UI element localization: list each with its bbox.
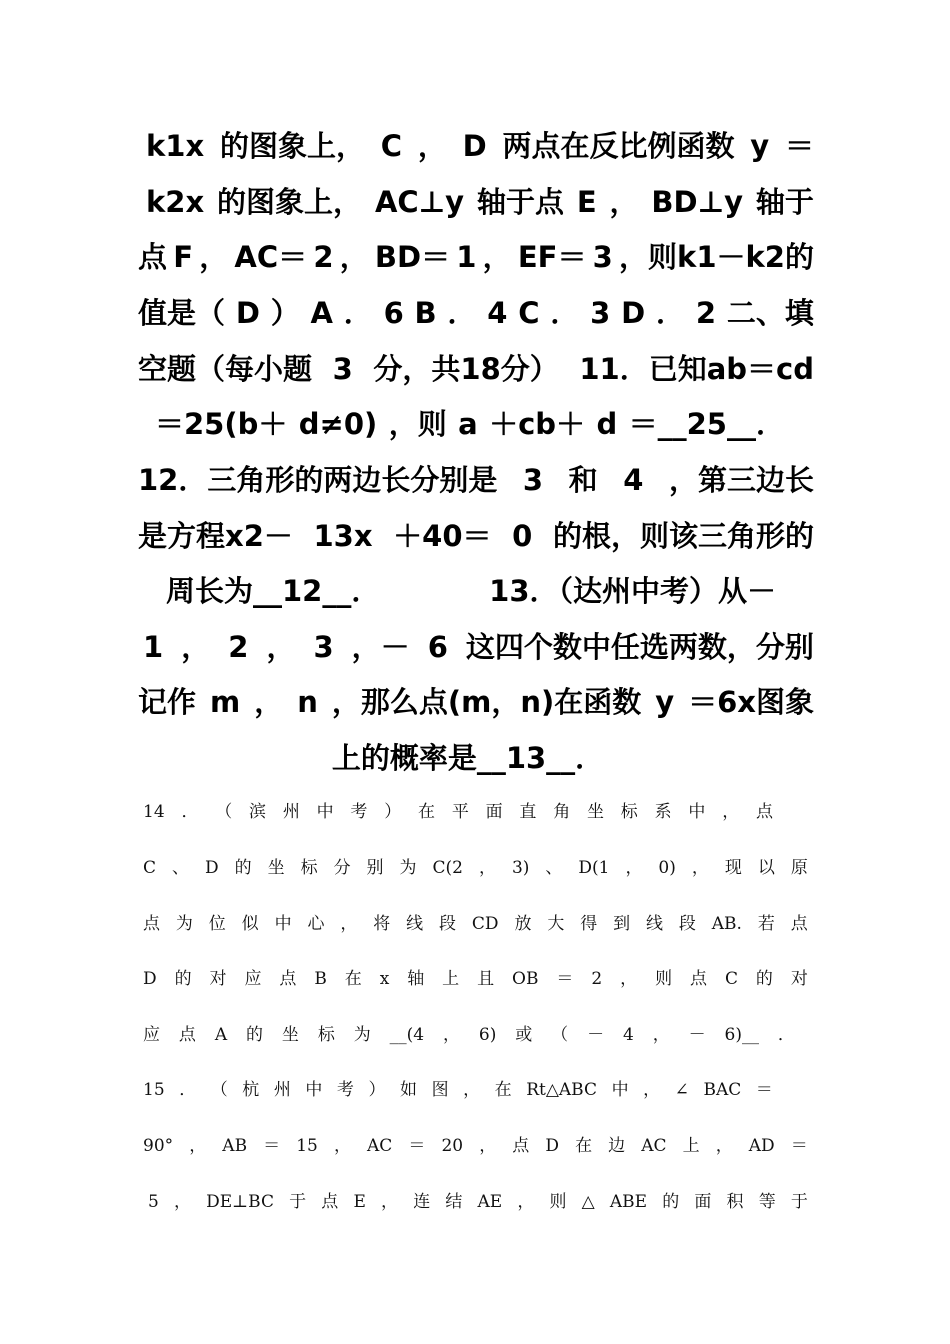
text-token: 、: [172, 858, 189, 878]
text-token: 12．三角形的两边长分别是: [138, 463, 498, 497]
text-token: （: [215, 802, 233, 822]
text-token: 点: [138, 240, 168, 274]
text-token: 为: [353, 1025, 371, 1045]
text-token: －: [587, 1025, 605, 1045]
text-token: 分: [333, 858, 351, 878]
text-token: 3): [511, 858, 530, 878]
text-line-10: [143, 622, 814, 672]
text-token: C: [143, 858, 157, 878]
text-token: n: [297, 685, 318, 719]
text-token: ，: [715, 1136, 733, 1156]
small-line-8: [148, 1187, 808, 1217]
text-token: 在: [575, 1136, 593, 1156]
text-token: ，: [652, 1025, 670, 1045]
text-token: ，: [254, 685, 284, 719]
text-token: 二、填: [726, 296, 814, 330]
text-token: 连: [413, 1192, 431, 1212]
text-token: 在: [344, 969, 362, 989]
text-line-3: [138, 232, 814, 282]
text-token: 坐: [267, 858, 285, 878]
text-token: BD⊥y: [651, 185, 744, 219]
text-token: ＝: [263, 1136, 281, 1156]
text-token: ＝6x图象: [688, 685, 814, 719]
text-token: 为: [399, 858, 417, 878]
text-token: 原: [790, 858, 808, 878]
text-token: 4: [622, 1025, 634, 1045]
text-line-12: 上的概率是__13__．: [331, 741, 605, 775]
text-token: ＝: [408, 1136, 426, 1156]
text-token: AC⊥y: [374, 185, 465, 219]
text-token: ，: [339, 240, 369, 274]
text-token: 中: [688, 802, 706, 822]
text-token: 面: [694, 1192, 712, 1212]
text-token: EF＝: [517, 240, 587, 274]
small-line-6: [143, 1075, 773, 1105]
text-token: －: [688, 1025, 706, 1045]
text-token: 90°: [143, 1136, 174, 1156]
text-token: AC: [641, 1136, 667, 1156]
text-token: ，: [181, 630, 211, 664]
text-token: ，: [189, 1136, 207, 1156]
text-token: ．: [343, 296, 373, 330]
text-line-7: [138, 455, 814, 505]
text-token: 标: [300, 858, 318, 878]
text-token: ∠: [674, 1080, 689, 1100]
text-token: ，: [625, 858, 643, 878]
text-token: ＋cb＋: [489, 407, 586, 441]
text-token: 若: [757, 914, 775, 934]
text-token: 直: [519, 802, 537, 822]
text-token: 到: [613, 914, 631, 934]
text-token: 15: [296, 1136, 318, 1156]
text-token: ABE: [609, 1192, 648, 1212]
text-token: 积: [726, 1192, 744, 1212]
text-token: ＝: [784, 129, 814, 163]
text-token: x: [379, 969, 390, 989]
text-token: D: [462, 129, 487, 163]
text-token: 点: [755, 802, 773, 822]
text-token: 0): [658, 858, 676, 878]
text-token: 应: [244, 969, 262, 989]
text-token: D: [204, 858, 219, 878]
text-token: 如: [400, 1080, 418, 1100]
text-token: ，: [643, 1080, 661, 1100]
text-token: 面: [485, 802, 503, 822]
text-token: ，则k1－k2的: [619, 240, 814, 274]
text-token: 记作: [138, 685, 197, 719]
text-token: 滨: [249, 802, 267, 822]
text-token: 点: [512, 1136, 530, 1156]
text-token: 2: [313, 240, 334, 274]
text-token: 图: [431, 1080, 449, 1100]
text-token: ＋40＝: [393, 519, 492, 553]
text-token: B: [314, 969, 327, 989]
text-token: 点: [790, 914, 808, 934]
text-token: y: [750, 129, 770, 163]
text-token: 点: [321, 1192, 339, 1212]
text-token: 线: [406, 914, 424, 934]
text-line-11: [138, 677, 814, 727]
text-token: CD: [471, 914, 499, 934]
text-token: 13．（达州中考）从－: [489, 574, 776, 608]
text-token: 0: [512, 519, 533, 553]
text-token: 对: [790, 969, 808, 989]
text-token: 角: [553, 802, 571, 822]
text-token: 坐: [281, 1025, 299, 1045]
text-token: ，: [381, 1192, 399, 1212]
text-token: 这四个数中任选两数，分别: [465, 630, 814, 664]
text-line-4: [138, 288, 814, 338]
text-token: 则: [549, 1192, 567, 1212]
text-token: ．: [181, 802, 199, 822]
text-token: 的: [246, 1025, 263, 1045]
text-token: 20: [441, 1136, 464, 1156]
text-token: 放: [514, 914, 532, 934]
text-token: ＝__25__．: [628, 407, 785, 441]
text-token: d: [596, 407, 618, 441]
text-token: 2: [591, 969, 603, 989]
text-token: ，: [691, 858, 709, 878]
text-token: ，－: [351, 630, 410, 664]
text-token: AB.: [711, 914, 742, 934]
text-token: OB: [512, 969, 539, 989]
text-token: 对: [209, 969, 227, 989]
text-line-8: [138, 511, 814, 561]
text-token: D(1: [578, 858, 610, 878]
text-token: 和: [568, 463, 598, 497]
text-token: 2: [695, 296, 717, 330]
text-token: ，: [722, 802, 740, 822]
text-token: 3: [313, 630, 334, 664]
text-token: 值是（: [138, 296, 226, 330]
text-token: 标: [317, 1025, 335, 1045]
text-token: ＝: [790, 1136, 808, 1156]
text-token: 2: [228, 630, 249, 664]
text-token: 的: [755, 969, 773, 989]
text-token: 大: [547, 914, 565, 934]
text-token: 6): [478, 1025, 497, 1045]
text-token: BAC: [703, 1080, 742, 1100]
text-token: y: [655, 685, 675, 719]
text-token: 似: [241, 914, 259, 934]
text-token: A: [214, 1025, 228, 1045]
text-token: 分，共18分）: [373, 352, 559, 386]
text-token: ．: [777, 1025, 795, 1045]
text-token: 3: [590, 296, 611, 330]
text-token: AB: [222, 1136, 248, 1156]
text-token: ，: [333, 1136, 351, 1156]
text-token: Rt△ABC: [526, 1080, 598, 1100]
text-token: ，: [478, 858, 496, 878]
text-token: ＝: [556, 969, 574, 989]
text-token: 4: [487, 296, 508, 330]
small-line-2: [143, 853, 808, 883]
text-token: 的: [174, 969, 192, 989]
text-token: 的图象上，: [217, 185, 363, 219]
text-token: 系: [654, 802, 672, 822]
text-token: 是方程x2－: [138, 519, 293, 553]
text-token: 于: [790, 1192, 808, 1212]
text-token: F: [173, 240, 194, 274]
small-line-1: [143, 797, 773, 827]
text-token: AC＝: [234, 240, 308, 274]
text-token: 边: [608, 1136, 626, 1156]
text-token: 的: [234, 858, 252, 878]
text-token: D: [621, 296, 646, 330]
text-token: AD: [748, 1136, 775, 1156]
text-token: C: [518, 296, 540, 330]
text-token: 标: [620, 802, 638, 822]
text-token: 坐: [587, 802, 604, 822]
small-line-4: [143, 964, 808, 994]
text-token: 考: [336, 1080, 354, 1100]
text-token: d≠0): [298, 407, 378, 441]
text-token: 结: [445, 1192, 463, 1212]
text-token: m: [210, 685, 241, 719]
text-token: ．: [656, 296, 686, 330]
text-token: 位: [208, 914, 226, 934]
text-token: 点: [279, 969, 297, 989]
text-token: （: [210, 1080, 228, 1100]
text-token: ，: [517, 1192, 535, 1212]
text-token: BD＝: [374, 240, 451, 274]
text-token: 中: [305, 1080, 323, 1100]
text-token: 13x: [313, 519, 373, 553]
text-token: ）: [270, 296, 300, 330]
text-line-9: [166, 566, 776, 616]
text-token: 得: [580, 914, 598, 934]
text-token: 点: [178, 1025, 196, 1045]
text-token: ，: [173, 1192, 191, 1212]
text-token: AC: [367, 1136, 393, 1156]
text-token: ，: [442, 1025, 460, 1045]
text-token: （: [551, 1025, 569, 1045]
text-token: 14: [143, 802, 165, 822]
text-token: 中: [611, 1080, 629, 1100]
text-token: 为: [175, 914, 193, 934]
text-token: 11．已知ab＝cd: [579, 352, 814, 386]
text-token: a: [458, 407, 478, 441]
text-token: 或: [515, 1025, 533, 1045]
text-line-5: [138, 344, 814, 394]
text-token: 的: [662, 1192, 680, 1212]
text-token: 6)__: [724, 1025, 759, 1045]
text-token: 则: [655, 969, 673, 989]
text-token: 考: [350, 802, 368, 822]
text-token: C(2: [432, 858, 463, 878]
text-token: 中: [274, 914, 292, 934]
text-token: 的图象上，: [219, 129, 365, 163]
text-token: ，那么点(m，n)在函数: [331, 685, 642, 719]
text-token: 6: [427, 630, 448, 664]
text-token: 5: [148, 1192, 159, 1212]
text-token: 且: [477, 969, 495, 989]
text-token: C: [724, 969, 738, 989]
text-token: 等: [758, 1192, 776, 1212]
text-token: ，: [479, 1136, 497, 1156]
text-token: 于: [289, 1192, 307, 1212]
text-token: D: [545, 1136, 559, 1156]
text-token: 应: [143, 1025, 160, 1045]
text-token: ＝: [755, 1080, 773, 1100]
text-token: k2x: [146, 185, 205, 219]
text-token: ，: [482, 240, 512, 274]
text-token: 在: [494, 1080, 512, 1100]
text-token: 1: [143, 630, 164, 664]
text-token: __(4: [389, 1025, 425, 1045]
text-token: 6: [383, 296, 404, 330]
text-token: ，则: [388, 407, 447, 441]
text-token: 1: [456, 240, 477, 274]
text-token: AE: [477, 1192, 503, 1212]
text-token: ，: [620, 969, 638, 989]
text-token: 平: [451, 802, 469, 822]
text-token: 3: [592, 240, 613, 274]
text-token: 4: [623, 463, 644, 497]
text-token: 在: [418, 802, 436, 822]
text-token: D: [235, 296, 260, 330]
text-token: E: [353, 1192, 366, 1212]
text-token: 轴于: [755, 185, 814, 219]
text-token: 两点在反比例函数: [502, 129, 735, 163]
text-token: 空题（每小题: [138, 352, 313, 386]
text-token: 、: [545, 858, 563, 878]
text-token: ＝25(b＋: [155, 407, 288, 441]
text-token: D: [143, 969, 157, 989]
text-line-1: [146, 121, 814, 171]
text-token: ，: [609, 185, 639, 219]
small-line-7: [143, 1131, 808, 1161]
text-token: 段: [439, 914, 457, 934]
text-token: 心: [307, 914, 325, 934]
text-token: ，: [340, 914, 358, 934]
text-token: 轴: [407, 969, 425, 989]
text-token: ．: [179, 1080, 197, 1100]
text-token: 点: [690, 969, 707, 989]
text-token: 周长为__12__．: [166, 574, 381, 608]
text-token: ，: [266, 630, 296, 664]
text-token: 中: [316, 802, 334, 822]
text-token: 线: [646, 914, 663, 934]
text-token: ．: [447, 296, 477, 330]
small-line-5: [143, 1020, 795, 1050]
text-token: 上: [682, 1136, 700, 1156]
text-token: ）: [368, 1080, 386, 1100]
text-token: 以: [757, 858, 775, 878]
text-token: 上: [442, 969, 460, 989]
text-token: k1x: [146, 129, 205, 163]
text-token: 点: [143, 914, 160, 934]
small-line-3: [143, 909, 808, 939]
text-token: ，: [199, 240, 229, 274]
text-token: 15: [143, 1080, 165, 1100]
text-token: C: [380, 129, 403, 163]
text-token: ）: [384, 802, 402, 822]
text-token: 别: [366, 858, 384, 878]
text-token: A: [310, 296, 333, 330]
text-token: 将: [373, 914, 391, 934]
text-token: 杭: [242, 1080, 260, 1100]
text-token: 现: [724, 858, 742, 878]
text-token: B: [414, 296, 437, 330]
text-line-6: [155, 399, 785, 449]
text-token: E: [576, 185, 597, 219]
text-token: 轴于点: [476, 185, 564, 219]
text-token: ，第三边长: [668, 463, 814, 497]
text-line-2: [146, 177, 814, 227]
text-token: ．: [550, 296, 580, 330]
text-token: 的根，则该三角形的: [552, 519, 814, 553]
text-token: 州: [273, 1080, 291, 1100]
text-token: ，: [463, 1080, 481, 1100]
text-token: 3: [332, 352, 353, 386]
text-token: 州: [282, 802, 300, 822]
text-token: ，: [417, 129, 447, 163]
text-token: 段: [678, 914, 696, 934]
text-token: 3: [522, 463, 544, 497]
text-token: △: [581, 1192, 595, 1212]
text-token: DE⊥BC: [206, 1192, 274, 1212]
